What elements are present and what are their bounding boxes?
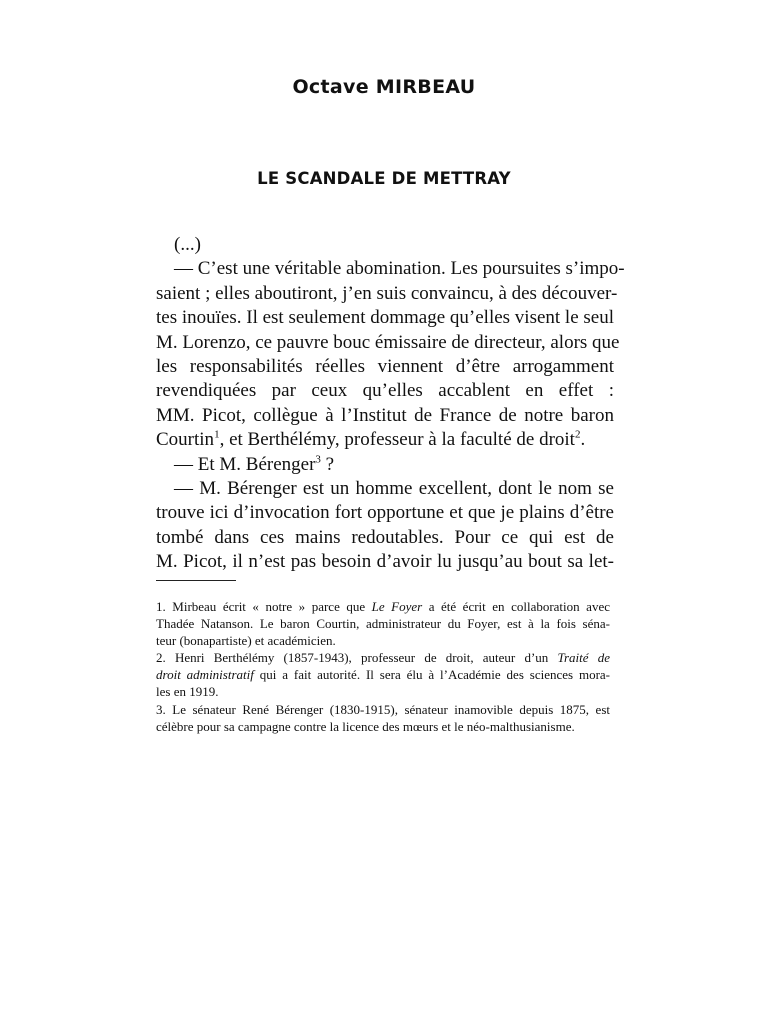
footnote-ref-3: 3 [315, 453, 321, 466]
text-run: a été écrit en collaboration avec [422, 599, 610, 614]
footnotes [156, 598, 610, 735]
footnote-ref-2: 2 [574, 428, 581, 441]
text-run: 1. Mirbeau écrit « notre » parce que [156, 599, 372, 614]
paragraph-line [156, 453, 614, 477]
paragraph-line: MM. Picot, collègue à l’Institut de France de notre baron [156, 404, 614, 426]
footnote-line [156, 598, 610, 615]
paragraph-line: — M. Bérenger est un homme excellent, dont le nom se [174, 477, 614, 499]
paragraph-line: saient ; elles aboutiront, j’en suis convaincu, à des découver- [156, 282, 618, 304]
footnote-2 [156, 649, 610, 700]
footnote-line: les en 1919. [156, 684, 219, 700]
text-run: . [580, 429, 586, 451]
footnote-line: 3. Le sénateur René Bérenger (1830-1915), sénateur inamovible depuis 1875, est [156, 701, 610, 717]
ellipsis-line: (...) [174, 234, 201, 255]
footnote-1 [156, 598, 610, 649]
paragraph-line: tes inouïes. Il est seulement dommage qu’elles visent le seul [156, 307, 615, 329]
paragraph-line: — C’est une véritable abomination. Les poursuites s’impo- [174, 258, 625, 280]
paragraph-line [156, 428, 614, 452]
paragraph-line: revendiquées par ceux qu’elles accablent en effet : [156, 380, 614, 402]
text-run: — Et M. Bérenger [174, 453, 316, 475]
text-run: qui a fait autorité. Il sera élu à l’Académie des sciences mora- [253, 667, 610, 683]
footnote-line: célèbre pour sa campagne contre la licence des mœurs et le néo-malthusianisme. [156, 718, 575, 734]
footnote-separator [156, 580, 236, 581]
italic-run: Traité de [557, 650, 610, 666]
paragraph-line: M. Picot, il n’est pas besoin d’avoir lu jusqu’au bout sa let- [156, 551, 614, 573]
paragraph-line: M. Lorenzo, ce pauvre bouc émissaire de directeur, alors que [156, 331, 620, 353]
paragraph-line: trouve ici d’invocation fort opportune et que je plains d’être [156, 502, 614, 524]
footnote-line: teur (bonapartiste) et académicien. [156, 633, 336, 649]
footnote-line: Thadée Natanson. Le baron Courtin, administrateur du Foyer, est à la fois séna- [156, 616, 610, 632]
text-run: ? [320, 453, 335, 475]
footnote-3 [156, 701, 610, 735]
footnote-ref-1: 1 [214, 428, 220, 441]
italic-run: droit administratif [156, 667, 254, 683]
author-heading: Octave MIRBEAU [292, 76, 476, 98]
text-run: , et Berthélémy, professeur à la faculté de droit [219, 429, 575, 451]
footnote-line [156, 649, 610, 666]
body-text [156, 233, 625, 574]
chapter-title: LE SCANDALE DE METTRAY [257, 169, 511, 188]
paragraph-line: les responsabilités réelles viennent d’être arrogamment [156, 355, 614, 377]
text-run: Courtin [156, 429, 215, 451]
text-run: 2. Henri Berthélémy (1857-1943), professeur de droit, auteur d’un [156, 650, 558, 666]
footnote-line [156, 666, 610, 683]
italic-run: Le Foyer [371, 599, 423, 614]
paragraph-line: tombé dans ces mains redoutables. Pour ce qui est de [156, 526, 614, 548]
